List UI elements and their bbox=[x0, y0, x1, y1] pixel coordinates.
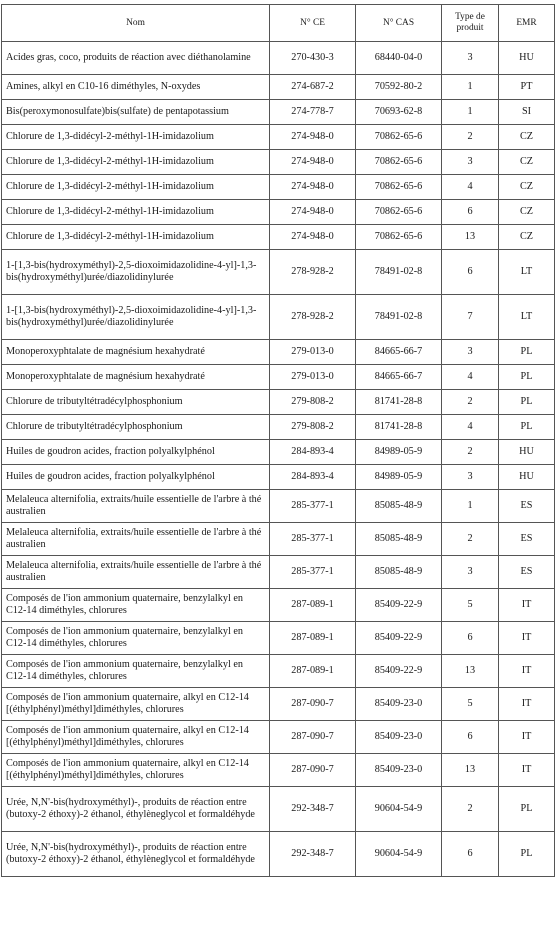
table-row bbox=[2, 721, 555, 754]
substance-name: Chlorure de 1,3-didécyl-2-méthyl-1H-imidazolium bbox=[2, 200, 270, 225]
ce-number: 287-089-1 bbox=[270, 622, 356, 655]
emr-code: IT bbox=[499, 589, 555, 622]
table-header-row bbox=[2, 5, 555, 42]
substance-name: Urée, N,N'-bis(hydroxyméthyl)-, produits de réaction entre (butoxy-2 éthoxy)-2 éthanol, éthylèneglycol et formaldéhyde bbox=[2, 832, 270, 877]
emr-code: PL bbox=[499, 832, 555, 877]
table-row bbox=[2, 250, 555, 295]
cas-number: 85409-23-0 bbox=[356, 721, 442, 754]
table-row bbox=[2, 100, 555, 125]
emr-code: ES bbox=[499, 490, 555, 523]
product-type: 6 bbox=[442, 200, 499, 225]
substance-name: Amines, alkyl en C10-16 diméthyles, N-oxydes bbox=[2, 75, 270, 100]
cas-number: 90604-54-9 bbox=[356, 832, 442, 877]
cas-number: 85409-22-9 bbox=[356, 655, 442, 688]
cas-number: 70862-65-6 bbox=[356, 200, 442, 225]
product-type: 5 bbox=[442, 688, 499, 721]
ce-number: 274-687-2 bbox=[270, 75, 356, 100]
emr-code: LT bbox=[499, 295, 555, 340]
product-type: 1 bbox=[442, 490, 499, 523]
cas-number: 70862-65-6 bbox=[356, 125, 442, 150]
table-row bbox=[2, 390, 555, 415]
cas-number: 85085-48-9 bbox=[356, 523, 442, 556]
table-row bbox=[2, 556, 555, 589]
emr-code: CZ bbox=[499, 150, 555, 175]
ce-number: 278-928-2 bbox=[270, 250, 356, 295]
product-type: 6 bbox=[442, 622, 499, 655]
product-type: 1 bbox=[442, 100, 499, 125]
header-cas-number: N° CAS bbox=[356, 5, 442, 42]
ce-number: 274-948-0 bbox=[270, 175, 356, 200]
emr-code: ES bbox=[499, 556, 555, 589]
substance-name: Composés de l'ion ammonium quaternaire, benzylalkyl en C12-14 diméthyles, chlorures bbox=[2, 589, 270, 622]
product-type: 3 bbox=[442, 340, 499, 365]
ce-number: 287-089-1 bbox=[270, 655, 356, 688]
substance-name: Chlorure de 1,3-didécyl-2-méthyl-1H-imidazolium bbox=[2, 125, 270, 150]
product-type: 1 bbox=[442, 75, 499, 100]
ce-number: 270-430-3 bbox=[270, 42, 356, 75]
product-type: 2 bbox=[442, 440, 499, 465]
substance-name: Chlorure de tributyltétradécylphosphonium bbox=[2, 415, 270, 440]
table-row bbox=[2, 295, 555, 340]
substance-name: 1-[1,3-bis(hydroxyméthyl)-2,5-dioxoimidazolidine-4-yl]-1,3-bis(hydroxyméthyl)urée/diazolidinylurée bbox=[2, 250, 270, 295]
cas-number: 81741-28-8 bbox=[356, 415, 442, 440]
substance-name: Urée, N,N'-bis(hydroxyméthyl)-, produits de réaction entre (butoxy-2 éthoxy)-2 éthanol, éthylèneglycol et formaldéhyde bbox=[2, 787, 270, 832]
table-row bbox=[2, 622, 555, 655]
table-row bbox=[2, 125, 555, 150]
substance-name: Composés de l'ion ammonium quaternaire, benzylalkyl en C12-14 diméthyles, chlorures bbox=[2, 655, 270, 688]
product-type: 2 bbox=[442, 125, 499, 150]
cas-number: 70693-62-8 bbox=[356, 100, 442, 125]
header-product-type: Type de produit bbox=[442, 5, 499, 42]
header-ce-number: N° CE bbox=[270, 5, 356, 42]
emr-code: PL bbox=[499, 415, 555, 440]
table-row bbox=[2, 200, 555, 225]
table-row bbox=[2, 225, 555, 250]
ce-number: 279-013-0 bbox=[270, 365, 356, 390]
ce-number: 279-808-2 bbox=[270, 390, 356, 415]
cas-number: 85085-48-9 bbox=[356, 490, 442, 523]
table-row bbox=[2, 490, 555, 523]
emr-code: IT bbox=[499, 655, 555, 688]
ce-number: 292-348-7 bbox=[270, 832, 356, 877]
substance-name: Composés de l'ion ammonium quaternaire, alkyl en C12-14 [(éthylphényl)méthyl]diméthyles, chlorures bbox=[2, 721, 270, 754]
ce-number: 284-893-4 bbox=[270, 440, 356, 465]
substance-name: Monoperoxyphtalate de magnésium hexahydraté bbox=[2, 340, 270, 365]
emr-code: LT bbox=[499, 250, 555, 295]
substance-name: Composés de l'ion ammonium quaternaire, alkyl en C12-14 [(éthylphényl)méthyl]diméthyles, chlorures bbox=[2, 688, 270, 721]
emr-code: PL bbox=[499, 390, 555, 415]
table-row bbox=[2, 75, 555, 100]
substance-name: 1-[1,3-bis(hydroxyméthyl)-2,5-dioxoimidazolidine-4-yl]-1,3-bis(hydroxyméthyl)urée/diazolidinylurée bbox=[2, 295, 270, 340]
cas-number: 70862-65-6 bbox=[356, 150, 442, 175]
emr-code: IT bbox=[499, 721, 555, 754]
table-row bbox=[2, 365, 555, 390]
emr-code: IT bbox=[499, 688, 555, 721]
table-row bbox=[2, 175, 555, 200]
table-row bbox=[2, 415, 555, 440]
product-type: 2 bbox=[442, 523, 499, 556]
product-type: 13 bbox=[442, 655, 499, 688]
emr-code: PL bbox=[499, 787, 555, 832]
ce-number: 287-090-7 bbox=[270, 688, 356, 721]
table-row bbox=[2, 589, 555, 622]
cas-number: 85409-23-0 bbox=[356, 754, 442, 787]
table-body bbox=[2, 42, 555, 877]
emr-code: HU bbox=[499, 465, 555, 490]
substance-name: Melaleuca alternifolia, extraits/huile essentielle de l'arbre à thé australien bbox=[2, 556, 270, 589]
table-row bbox=[2, 832, 555, 877]
emr-code: HU bbox=[499, 42, 555, 75]
ce-number: 285-377-1 bbox=[270, 523, 356, 556]
table-row bbox=[2, 465, 555, 490]
emr-code: CZ bbox=[499, 225, 555, 250]
table-row bbox=[2, 440, 555, 465]
emr-code: CZ bbox=[499, 125, 555, 150]
ce-number: 287-090-7 bbox=[270, 754, 356, 787]
product-type: 3 bbox=[442, 556, 499, 589]
product-type: 4 bbox=[442, 175, 499, 200]
table-row bbox=[2, 340, 555, 365]
ce-number: 287-090-7 bbox=[270, 721, 356, 754]
emr-code: PT bbox=[499, 75, 555, 100]
product-type: 6 bbox=[442, 721, 499, 754]
ce-number: 285-377-1 bbox=[270, 556, 356, 589]
ce-number: 284-893-4 bbox=[270, 465, 356, 490]
product-type: 5 bbox=[442, 589, 499, 622]
table-row bbox=[2, 688, 555, 721]
cas-number: 70862-65-6 bbox=[356, 225, 442, 250]
ce-number: 285-377-1 bbox=[270, 490, 356, 523]
cas-number: 70862-65-6 bbox=[356, 175, 442, 200]
ce-number: 292-348-7 bbox=[270, 787, 356, 832]
substance-name: Composés de l'ion ammonium quaternaire, alkyl en C12-14 [(éthylphényl)méthyl]diméthyles, chlorures bbox=[2, 754, 270, 787]
cas-number: 85409-22-9 bbox=[356, 589, 442, 622]
product-type: 2 bbox=[442, 390, 499, 415]
product-type: 6 bbox=[442, 832, 499, 877]
emr-code: PL bbox=[499, 365, 555, 390]
cas-number: 84665-66-7 bbox=[356, 340, 442, 365]
cas-number: 84989-05-9 bbox=[356, 440, 442, 465]
cas-number: 70592-80-2 bbox=[356, 75, 442, 100]
emr-code: IT bbox=[499, 754, 555, 787]
ce-number: 279-013-0 bbox=[270, 340, 356, 365]
ce-number: 274-948-0 bbox=[270, 125, 356, 150]
table-row bbox=[2, 787, 555, 832]
ce-number: 278-928-2 bbox=[270, 295, 356, 340]
product-type: 6 bbox=[442, 250, 499, 295]
ce-number: 287-089-1 bbox=[270, 589, 356, 622]
table-row bbox=[2, 150, 555, 175]
product-type: 2 bbox=[442, 787, 499, 832]
product-type: 13 bbox=[442, 754, 499, 787]
emr-code: HU bbox=[499, 440, 555, 465]
substance-name: Chlorure de 1,3-didécyl-2-méthyl-1H-imidazolium bbox=[2, 175, 270, 200]
emr-code: ES bbox=[499, 523, 555, 556]
ce-number: 279-808-2 bbox=[270, 415, 356, 440]
ce-number: 274-948-0 bbox=[270, 225, 356, 250]
cas-number: 78491-02-8 bbox=[356, 295, 442, 340]
cas-number: 85409-23-0 bbox=[356, 688, 442, 721]
cas-number: 78491-02-8 bbox=[356, 250, 442, 295]
cas-number: 68440-04-0 bbox=[356, 42, 442, 75]
table-row bbox=[2, 42, 555, 75]
emr-code: CZ bbox=[499, 200, 555, 225]
table-row bbox=[2, 655, 555, 688]
product-type: 13 bbox=[442, 225, 499, 250]
cas-number: 81741-28-8 bbox=[356, 390, 442, 415]
product-type: 4 bbox=[442, 365, 499, 390]
cas-number: 90604-54-9 bbox=[356, 787, 442, 832]
emr-code: PL bbox=[499, 340, 555, 365]
header-emr: EMR bbox=[499, 5, 555, 42]
cas-number: 84989-05-9 bbox=[356, 465, 442, 490]
substance-name: Chlorure de tributyltétradécylphosphonium bbox=[2, 390, 270, 415]
header-name: Nom bbox=[2, 5, 270, 42]
product-type: 3 bbox=[442, 42, 499, 75]
substance-name: Melaleuca alternifolia, extraits/huile essentielle de l'arbre à thé australien bbox=[2, 490, 270, 523]
emr-code: IT bbox=[499, 622, 555, 655]
cas-number: 85085-48-9 bbox=[356, 556, 442, 589]
product-type: 4 bbox=[442, 415, 499, 440]
cas-number: 85409-22-9 bbox=[356, 622, 442, 655]
substance-name: Huiles de goudron acides, fraction polyalkylphénol bbox=[2, 440, 270, 465]
table-row bbox=[2, 754, 555, 787]
substance-name: Monoperoxyphtalate de magnésium hexahydraté bbox=[2, 365, 270, 390]
ce-number: 274-948-0 bbox=[270, 200, 356, 225]
ce-number: 274-948-0 bbox=[270, 150, 356, 175]
ce-number: 274-778-7 bbox=[270, 100, 356, 125]
substance-name: Composés de l'ion ammonium quaternaire, benzylalkyl en C12-14 diméthyles, chlorures bbox=[2, 622, 270, 655]
substance-name: Huiles de goudron acides, fraction polyalkylphénol bbox=[2, 465, 270, 490]
substance-name: Melaleuca alternifolia, extraits/huile essentielle de l'arbre à thé australien bbox=[2, 523, 270, 556]
substance-name: Acides gras, coco, produits de réaction avec diéthanolamine bbox=[2, 42, 270, 75]
emr-code: CZ bbox=[499, 175, 555, 200]
substance-name: Chlorure de 1,3-didécyl-2-méthyl-1H-imidazolium bbox=[2, 225, 270, 250]
substance-name: Chlorure de 1,3-didécyl-2-méthyl-1H-imidazolium bbox=[2, 150, 270, 175]
cas-number: 84665-66-7 bbox=[356, 365, 442, 390]
product-type: 3 bbox=[442, 150, 499, 175]
product-type: 3 bbox=[442, 465, 499, 490]
table-row bbox=[2, 523, 555, 556]
substance-name: Bis(peroxymonosulfate)bis(sulfate) de pentapotassium bbox=[2, 100, 270, 125]
product-type: 7 bbox=[442, 295, 499, 340]
substances-table bbox=[1, 4, 555, 877]
emr-code: SI bbox=[499, 100, 555, 125]
